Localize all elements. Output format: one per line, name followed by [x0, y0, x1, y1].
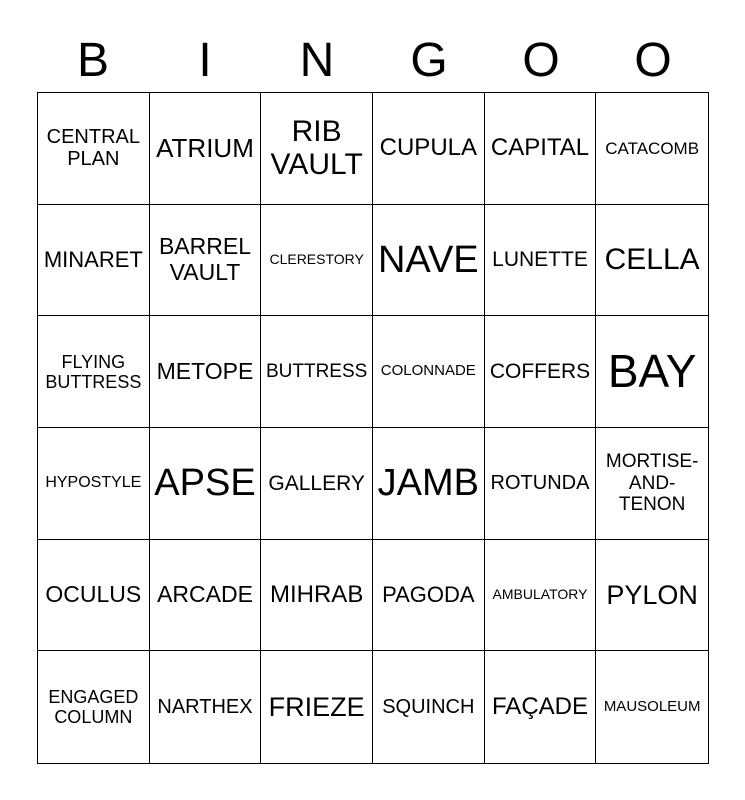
bingo-cell-label: ROTUNDA — [490, 472, 590, 495]
bingo-cell[interactable] — [38, 428, 150, 540]
bingo-cell-label: FRIEZE — [268, 692, 365, 723]
bingo-cell-label: RIB VAULT — [270, 114, 363, 182]
bingo-cell[interactable] — [38, 540, 150, 652]
bingo-cell-label: NAVE — [377, 238, 479, 281]
bingo-cell[interactable] — [485, 205, 597, 317]
bingo-cell-label: CATACOMB — [605, 138, 700, 158]
bingo-cell-label: COFFERS — [489, 359, 591, 383]
header-letter: O — [634, 34, 672, 87]
bingo-cell-label: MIHRAB — [269, 580, 364, 608]
header-letter: B — [76, 34, 109, 87]
bingo-cell-label: AMBULATORY — [492, 586, 588, 603]
bingo-cell-label: MORTISE- AND- TENON — [605, 451, 699, 515]
bingo-cell[interactable] — [261, 651, 373, 763]
bingo-cell[interactable] — [150, 93, 262, 205]
bingo-cell[interactable] — [596, 316, 708, 428]
bingo-cell-label: COLONNADE — [380, 362, 476, 380]
bingo-cell-label: PYLON — [606, 579, 698, 610]
bingo-cell[interactable] — [373, 540, 485, 652]
bingo-cell[interactable] — [373, 651, 485, 763]
header-letter: I — [198, 34, 212, 87]
bingo-cell[interactable] — [485, 651, 597, 763]
bingo-cell[interactable] — [261, 540, 373, 652]
bingo-cell-label: NARTHEX — [157, 695, 253, 718]
bingo-cell-label: CUPULA — [379, 133, 477, 161]
bingo-cell[interactable] — [373, 205, 485, 317]
bingo-cell-label: APSE — [154, 462, 256, 505]
bingo-cell-label: CAPITAL — [490, 133, 590, 161]
bingo-cell-label: FAÇADE — [491, 692, 588, 720]
bingo-cell-label: CENTRAL PLAN — [46, 125, 140, 171]
bingo-cell[interactable] — [150, 651, 262, 763]
bingo-cell[interactable] — [596, 651, 708, 763]
bingo-cell-label: ATRIUM — [156, 132, 254, 163]
bingo-cell-label: FLYING BUTTRESS — [45, 351, 142, 392]
bingo-cell[interactable] — [373, 316, 485, 428]
bingo-cell-label: MAUSOLEUM — [603, 697, 701, 715]
bingo-cell[interactable] — [261, 316, 373, 428]
bingo-cell-label: CELLA — [604, 243, 700, 277]
bingo-cell-label: CLERESTORY — [269, 251, 364, 268]
bingo-cell[interactable] — [38, 93, 150, 205]
bingo-cell-label: BARREL VAULT — [158, 233, 252, 285]
bingo-cell[interactable] — [596, 540, 708, 652]
bingo-cell[interactable] — [38, 651, 150, 763]
bingo-cell-label: METOPE — [156, 357, 254, 384]
bingo-cell[interactable] — [596, 93, 708, 205]
bingo-cell-label: HYPOSTYLE — [45, 474, 142, 492]
bingo-cell-label: BUTTRESS — [265, 361, 368, 383]
bingo-cell-label: PAGODA — [382, 581, 475, 607]
bingo-cell[interactable] — [150, 205, 262, 317]
bingo-cell-label: LUNETTE — [492, 248, 588, 272]
bingo-cell[interactable] — [485, 540, 597, 652]
bingo-cell[interactable] — [150, 428, 262, 540]
bingo-cell-label: GALLERY — [268, 471, 365, 495]
bingo-cell-label: ENGAGED COLUMN — [48, 687, 139, 728]
bingo-cell[interactable] — [485, 93, 597, 205]
bingo-board — [37, 92, 709, 764]
bingo-cell[interactable] — [150, 316, 262, 428]
bingo-cell[interactable] — [373, 93, 485, 205]
bingo-cell[interactable] — [261, 428, 373, 540]
bingo-cell-label: SQUINCH — [382, 695, 475, 718]
bingo-cell[interactable] — [373, 428, 485, 540]
bingo-cell[interactable] — [261, 205, 373, 317]
bingo-cell[interactable] — [38, 316, 150, 428]
bingo-cell[interactable] — [596, 428, 708, 540]
bingo-cell-label: JAMB — [377, 462, 479, 505]
header-letter: G — [410, 34, 448, 87]
bingo-cell-label: BAY — [607, 344, 697, 397]
bingo-cell[interactable] — [485, 316, 597, 428]
bingo-cell-label: OCULUS — [45, 581, 142, 608]
bingo-cell[interactable] — [38, 205, 150, 317]
bingo-cell[interactable] — [485, 428, 597, 540]
bingo-cell-label: MINARET — [43, 246, 143, 272]
bingo-cell[interactable] — [150, 540, 262, 652]
bingo-cell[interactable] — [261, 93, 373, 205]
bingo-cell[interactable] — [596, 205, 708, 317]
header-letter: O — [522, 34, 560, 87]
header-letter: N — [299, 34, 335, 87]
bingo-header — [37, 30, 709, 92]
bingo-cell-label: ARCADE — [157, 581, 253, 608]
